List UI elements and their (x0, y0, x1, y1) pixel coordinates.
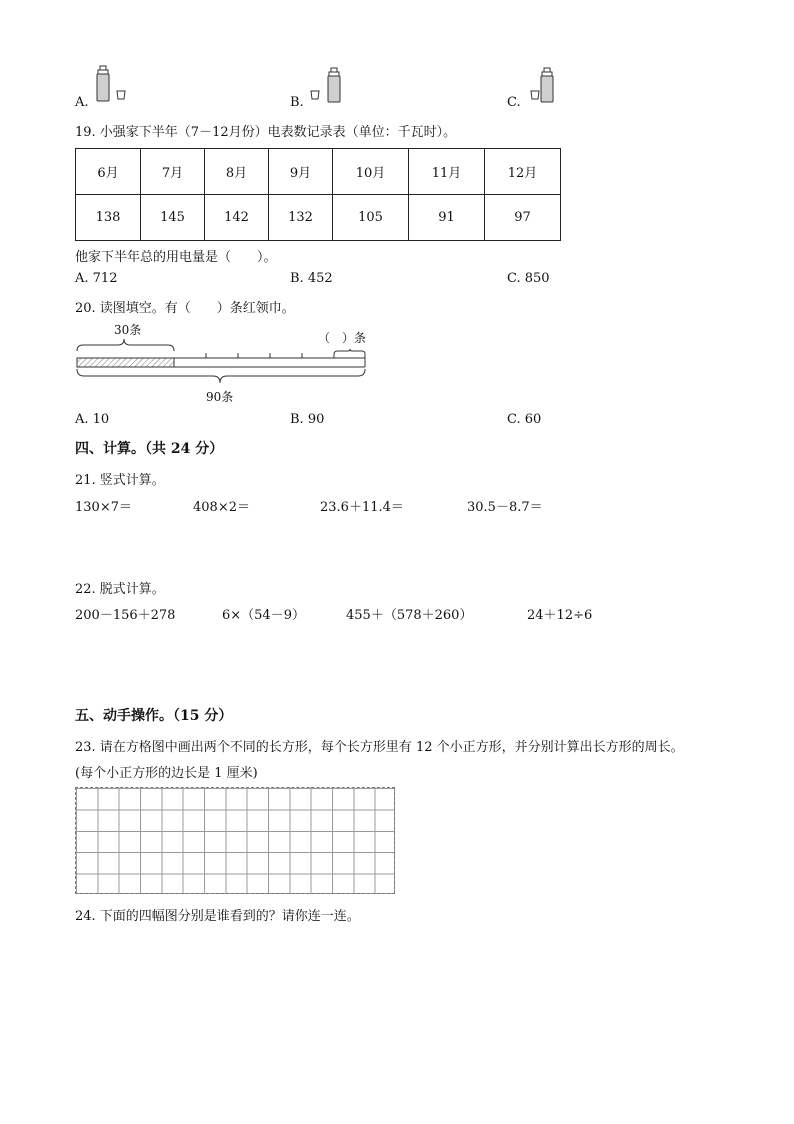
q22-item: 24＋12÷6 (527, 608, 593, 623)
unknown-count-label: （ ）条 (318, 331, 367, 345)
q20-title: 20. 读图填空。有（ ）条红领巾。 (75, 301, 295, 316)
table-header-cell: 9月 (269, 149, 333, 195)
q19-option-a: A. 712 (75, 271, 118, 286)
thermos-and-cup-icon (95, 66, 129, 104)
q19-option-b: B. 452 (290, 271, 333, 286)
q19-title: 19. 小强家下半年（7－12月份）电表数记录表（单位：千瓦时）。 (75, 125, 457, 140)
cup-and-thermos-icon (308, 68, 344, 104)
table-header-cell: 6月 (76, 149, 141, 195)
table-cell: 145 (141, 195, 205, 241)
q18-option-c-letter: C. (507, 95, 521, 110)
q19-question: 他家下半年总的用电量是（ ）。 (75, 250, 277, 265)
table-header-cell: 11月 (409, 149, 485, 195)
q20-option-c: C. 60 (507, 412, 542, 427)
table-header-cell: 12月 (485, 149, 561, 195)
q19-option-c: C. 850 (507, 271, 550, 286)
q21-item: 130×7＝ (75, 500, 132, 515)
q23-title: 23. 请在方格图中画出两个不同的长方形，每个长方形里有 12 个小正方形，并分别计算出长方形的周长。 (75, 740, 684, 755)
segment-bar-figure (70, 335, 370, 395)
table-cell: 91 (409, 195, 485, 241)
cup-and-thermos-icon (528, 68, 564, 104)
drawing-grid[interactable] (75, 787, 395, 894)
q18-option-b-letter: B. (290, 95, 304, 110)
q23-note: (每个小正方形的边长是 1 厘米) (75, 766, 258, 781)
table-header-cell: 10月 (333, 149, 409, 195)
section-5-heading: 五、动手操作。（15 分） (75, 708, 233, 724)
q22-item: 200－156＋278 (75, 608, 176, 623)
meter-reading-table (75, 148, 561, 241)
q21-item: 23.6＋11.4＝ (320, 500, 404, 515)
table-cell: 132 (269, 195, 333, 241)
table-row (76, 149, 561, 195)
table-cell: 142 (205, 195, 269, 241)
bottom-brace-label: 90条 (206, 390, 234, 404)
table-cell: 97 (485, 195, 561, 241)
table-header-cell: 7月 (141, 149, 205, 195)
q21-item: 408×2＝ (193, 500, 250, 515)
table-cell: 138 (76, 195, 141, 241)
q22-title: 22. 脱式计算。 (75, 582, 165, 597)
q18-option-a-letter: A. (75, 95, 89, 110)
q21-item: 30.5－8.7＝ (467, 500, 543, 515)
table-row (76, 195, 561, 241)
table-cell: 105 (333, 195, 409, 241)
table-header-cell: 8月 (205, 149, 269, 195)
top-brace-label: 30条 (114, 323, 142, 337)
q24-title: 24. 下面的四幅图分别是谁看到的？请你连一连。 (75, 909, 360, 924)
q22-item: 6×（54－9） (222, 608, 305, 623)
q21-title: 21. 竖式计算。 (75, 473, 165, 488)
q20-option-a: A. 10 (75, 412, 110, 427)
q20-option-b: B. 90 (290, 412, 325, 427)
section-4-heading: 四、计算。（共 24 分） (75, 441, 224, 457)
q22-item: 455＋（578＋260） (346, 608, 473, 623)
